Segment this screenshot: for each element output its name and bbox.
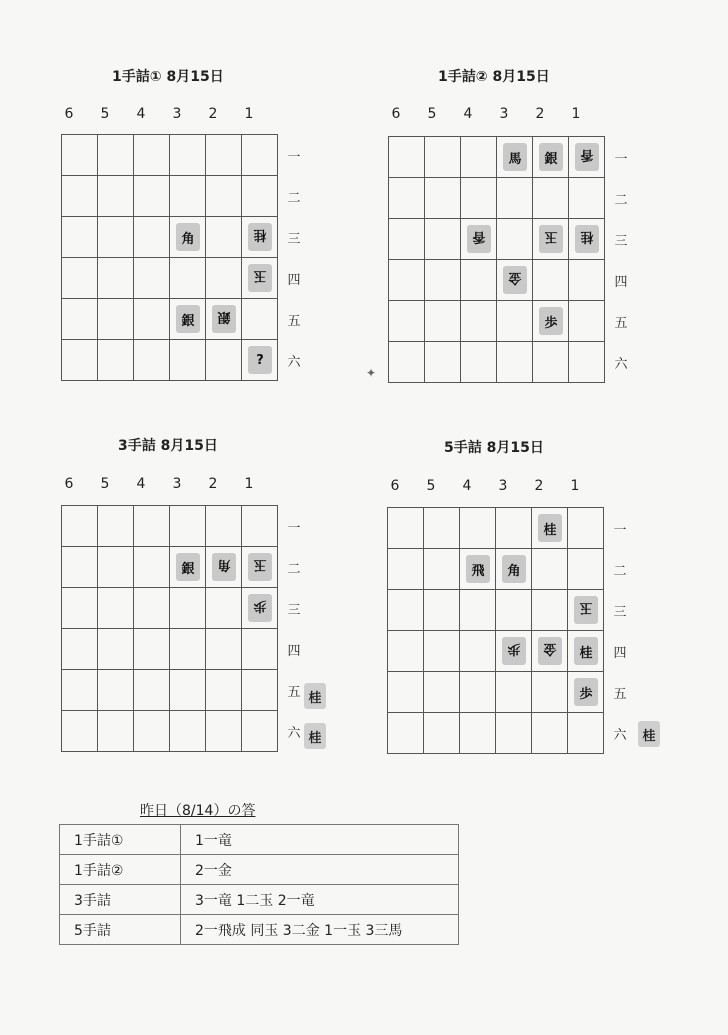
file-label: 1	[244, 106, 254, 122]
board-square	[134, 588, 170, 629]
board-square	[425, 137, 461, 178]
board-square	[568, 508, 604, 549]
board-square	[496, 590, 532, 631]
shogi-piece: 金	[538, 637, 562, 665]
hand-piece: 桂	[638, 721, 660, 747]
board-square	[134, 258, 170, 299]
board-square	[170, 506, 206, 547]
board-square	[170, 629, 206, 670]
board-square	[206, 547, 242, 588]
board-square	[170, 711, 206, 752]
shogi-piece: 金	[503, 266, 527, 294]
rank-label: 四	[614, 275, 628, 290]
board-square	[98, 135, 134, 176]
board-square	[389, 342, 425, 383]
board-square	[170, 217, 206, 258]
shogi-piece: 角	[502, 555, 526, 583]
board-square	[62, 340, 98, 381]
board-square	[533, 301, 569, 342]
board-square	[242, 588, 278, 629]
board-square	[134, 340, 170, 381]
board-square	[533, 178, 569, 219]
board-square	[98, 176, 134, 217]
board-square	[206, 711, 242, 752]
puzzle-title: 1手詰① 8月15日	[112, 69, 224, 85]
rank-label: 六	[613, 728, 627, 743]
shogi-piece: 歩	[574, 678, 598, 706]
board-square	[242, 629, 278, 670]
board-square	[242, 299, 278, 340]
board-square	[134, 547, 170, 588]
board-square	[461, 137, 497, 178]
board-square	[170, 258, 206, 299]
board-square	[424, 549, 460, 590]
file-label: 3	[498, 478, 508, 494]
board-square	[532, 508, 568, 549]
rank-label: 五	[287, 685, 301, 700]
board-square	[461, 342, 497, 383]
board-square	[62, 506, 98, 547]
file-label: 3	[172, 476, 182, 492]
shogi-piece: 桂	[248, 223, 272, 251]
board-square	[98, 299, 134, 340]
board-square	[461, 260, 497, 301]
table-row	[60, 885, 459, 915]
shogi-piece: 角	[212, 553, 236, 581]
board-square	[134, 670, 170, 711]
shogi-piece: 飛	[466, 555, 490, 583]
shogi-piece: 桂	[575, 225, 599, 253]
board-square	[568, 549, 604, 590]
file-label: 5	[427, 106, 437, 122]
board-square	[134, 299, 170, 340]
board-square	[98, 588, 134, 629]
shogi-piece: 歩	[502, 637, 526, 665]
board-square	[98, 217, 134, 258]
board-square	[532, 549, 568, 590]
board-square	[460, 631, 496, 672]
board-square	[134, 217, 170, 258]
rank-label: 四	[287, 273, 301, 288]
file-label: 1	[571, 106, 581, 122]
board-square	[206, 299, 242, 340]
file-label: 4	[136, 476, 146, 492]
board-square	[533, 260, 569, 301]
board-square	[170, 588, 206, 629]
board-square	[532, 713, 568, 754]
answer-value: 3一竜 1二玉 2一竜	[181, 885, 459, 915]
board-square	[497, 219, 533, 260]
board-square	[568, 713, 604, 754]
board-square	[388, 631, 424, 672]
board-square	[242, 711, 278, 752]
board-square	[533, 137, 569, 178]
board-square	[134, 176, 170, 217]
board-square	[242, 340, 278, 381]
board-square	[496, 672, 532, 713]
shogi-piece: 銀	[539, 143, 563, 171]
board-square	[98, 629, 134, 670]
shogi-board	[61, 505, 278, 752]
answers-table	[59, 824, 459, 945]
board-square	[568, 672, 604, 713]
shogi-piece: 歩	[539, 307, 563, 335]
puzzle-title: 5手詰 8月15日	[444, 440, 544, 456]
shogi-board	[61, 134, 278, 381]
board-square	[242, 506, 278, 547]
shogi-piece: 銀	[212, 305, 236, 333]
rank-label: 一	[613, 523, 627, 538]
rank-label: 五	[287, 314, 301, 329]
board-square	[206, 176, 242, 217]
board-square	[497, 260, 533, 301]
answer-label: 5手詰	[60, 915, 181, 945]
file-label: 4	[462, 478, 472, 494]
file-label: 5	[426, 478, 436, 494]
shogi-piece: 銀	[176, 553, 200, 581]
rank-label: 二	[287, 191, 301, 206]
paper-smudge: ✦	[366, 366, 377, 380]
rank-label: 四	[287, 644, 301, 659]
answer-value: 1一竜	[181, 825, 459, 855]
answer-label: 1手詰②	[60, 855, 181, 885]
answers-title: 昨日（8/14）の答	[140, 803, 256, 819]
rank-label: 六	[287, 355, 301, 370]
rank-label: 二	[614, 193, 628, 208]
shogi-piece: 桂	[574, 637, 598, 665]
board-square	[569, 342, 605, 383]
file-label: 6	[64, 106, 74, 122]
board-square	[242, 217, 278, 258]
file-label: 1	[570, 478, 580, 494]
answer-value: 2一金	[181, 855, 459, 885]
board-square	[206, 588, 242, 629]
board-square	[242, 258, 278, 299]
rank-label: 一	[287, 150, 301, 165]
board-square	[424, 508, 460, 549]
board-square	[569, 219, 605, 260]
puzzle-title: 3手詰 8月15日	[118, 438, 218, 454]
board-square	[389, 137, 425, 178]
board-square	[134, 629, 170, 670]
rank-label: 六	[287, 726, 301, 741]
board-square	[496, 713, 532, 754]
rank-label: 三	[614, 234, 628, 249]
board-square	[569, 260, 605, 301]
board-square	[532, 631, 568, 672]
shogi-piece: 角	[176, 223, 200, 251]
board-square	[98, 711, 134, 752]
board-square	[389, 301, 425, 342]
rank-label: 二	[287, 562, 301, 577]
file-label: 6	[390, 478, 400, 494]
shogi-piece: 玉	[574, 596, 598, 624]
file-label: 5	[100, 476, 110, 492]
board-square	[496, 549, 532, 590]
shogi-board	[388, 136, 605, 383]
board-square	[497, 301, 533, 342]
file-label: 3	[172, 106, 182, 122]
board-square	[62, 258, 98, 299]
answer-value: 2一飛成 同玉 3二金 1一玉 3三馬	[181, 915, 459, 945]
rank-label: 五	[614, 316, 628, 331]
board-square	[206, 629, 242, 670]
board-square	[460, 590, 496, 631]
board-square	[569, 301, 605, 342]
board-square	[424, 713, 460, 754]
answer-label: 1手詰①	[60, 825, 181, 855]
file-label: 3	[499, 106, 509, 122]
board-square	[98, 340, 134, 381]
board-square	[460, 713, 496, 754]
file-label: 6	[391, 106, 401, 122]
board-square	[170, 340, 206, 381]
board-square	[62, 217, 98, 258]
board-square	[62, 588, 98, 629]
board-square	[62, 176, 98, 217]
rank-label: 二	[613, 564, 627, 579]
board-square	[206, 506, 242, 547]
file-label: 6	[64, 476, 74, 492]
board-square	[98, 670, 134, 711]
rank-label: 六	[614, 357, 628, 372]
board-square	[206, 135, 242, 176]
shogi-piece: 香	[575, 143, 599, 171]
rank-label: 三	[287, 603, 301, 618]
rank-label: 一	[614, 152, 628, 167]
hand-piece: 桂	[304, 723, 326, 749]
board-square	[170, 135, 206, 176]
file-label: 4	[136, 106, 146, 122]
file-label: 5	[100, 106, 110, 122]
board-square	[496, 631, 532, 672]
shogi-piece: ?	[248, 346, 272, 374]
board-square	[569, 178, 605, 219]
rank-label: 一	[287, 521, 301, 536]
hand-piece: 桂	[304, 683, 326, 709]
board-square	[98, 547, 134, 588]
board-square	[425, 342, 461, 383]
rank-label: 五	[613, 687, 627, 702]
board-square	[425, 260, 461, 301]
board-square	[242, 135, 278, 176]
board-square	[388, 672, 424, 713]
file-label: 2	[208, 106, 218, 122]
board-square	[98, 258, 134, 299]
board-square	[424, 631, 460, 672]
board-square	[460, 508, 496, 549]
board-square	[170, 176, 206, 217]
board-square	[389, 260, 425, 301]
board-square	[388, 549, 424, 590]
shogi-piece: 歩	[248, 594, 272, 622]
table-row	[60, 825, 459, 855]
shogi-piece: 香	[467, 225, 491, 253]
board-square	[568, 631, 604, 672]
file-label: 4	[463, 106, 473, 122]
board-square	[425, 301, 461, 342]
board-square	[389, 178, 425, 219]
board-square	[497, 178, 533, 219]
board-square	[134, 711, 170, 752]
board-square	[134, 135, 170, 176]
board-square	[461, 301, 497, 342]
table-row	[60, 855, 459, 885]
board-square	[170, 547, 206, 588]
board-square	[388, 590, 424, 631]
shogi-piece: 玉	[539, 225, 563, 253]
board-square	[206, 258, 242, 299]
shogi-board	[387, 507, 604, 754]
board-square	[206, 670, 242, 711]
board-square	[460, 549, 496, 590]
file-label: 1	[244, 476, 254, 492]
board-square	[62, 670, 98, 711]
board-square	[242, 176, 278, 217]
board-square	[62, 629, 98, 670]
board-square	[389, 219, 425, 260]
shogi-piece: 銀	[176, 305, 200, 333]
rank-label: 四	[613, 646, 627, 661]
board-square	[497, 137, 533, 178]
answer-label: 3手詰	[60, 885, 181, 915]
board-square	[497, 342, 533, 383]
board-square	[388, 508, 424, 549]
board-square	[568, 590, 604, 631]
shogi-piece: 馬	[503, 143, 527, 171]
file-label: 2	[535, 106, 545, 122]
board-square	[242, 547, 278, 588]
board-square	[170, 670, 206, 711]
shogi-piece: 玉	[248, 264, 272, 292]
rank-label: 三	[613, 605, 627, 620]
puzzle-title: 1手詰② 8月15日	[438, 69, 550, 85]
board-square	[425, 178, 461, 219]
board-square	[532, 590, 568, 631]
shogi-piece: 桂	[538, 514, 562, 542]
board-square	[532, 672, 568, 713]
table-row	[60, 915, 459, 945]
board-square	[62, 547, 98, 588]
board-square	[424, 672, 460, 713]
board-square	[569, 137, 605, 178]
board-square	[533, 219, 569, 260]
board-square	[460, 672, 496, 713]
board-square	[170, 299, 206, 340]
board-square	[461, 178, 497, 219]
board-square	[461, 219, 497, 260]
board-square	[62, 135, 98, 176]
shogi-piece: 玉	[248, 553, 272, 581]
board-square	[134, 506, 170, 547]
board-square	[62, 299, 98, 340]
board-square	[206, 217, 242, 258]
board-square	[388, 713, 424, 754]
board-square	[98, 506, 134, 547]
board-square	[62, 711, 98, 752]
board-square	[242, 670, 278, 711]
file-label: 2	[534, 478, 544, 494]
board-square	[533, 342, 569, 383]
board-square	[206, 340, 242, 381]
board-square	[496, 508, 532, 549]
board-square	[425, 219, 461, 260]
file-label: 2	[208, 476, 218, 492]
board-square	[424, 590, 460, 631]
rank-label: 三	[287, 232, 301, 247]
